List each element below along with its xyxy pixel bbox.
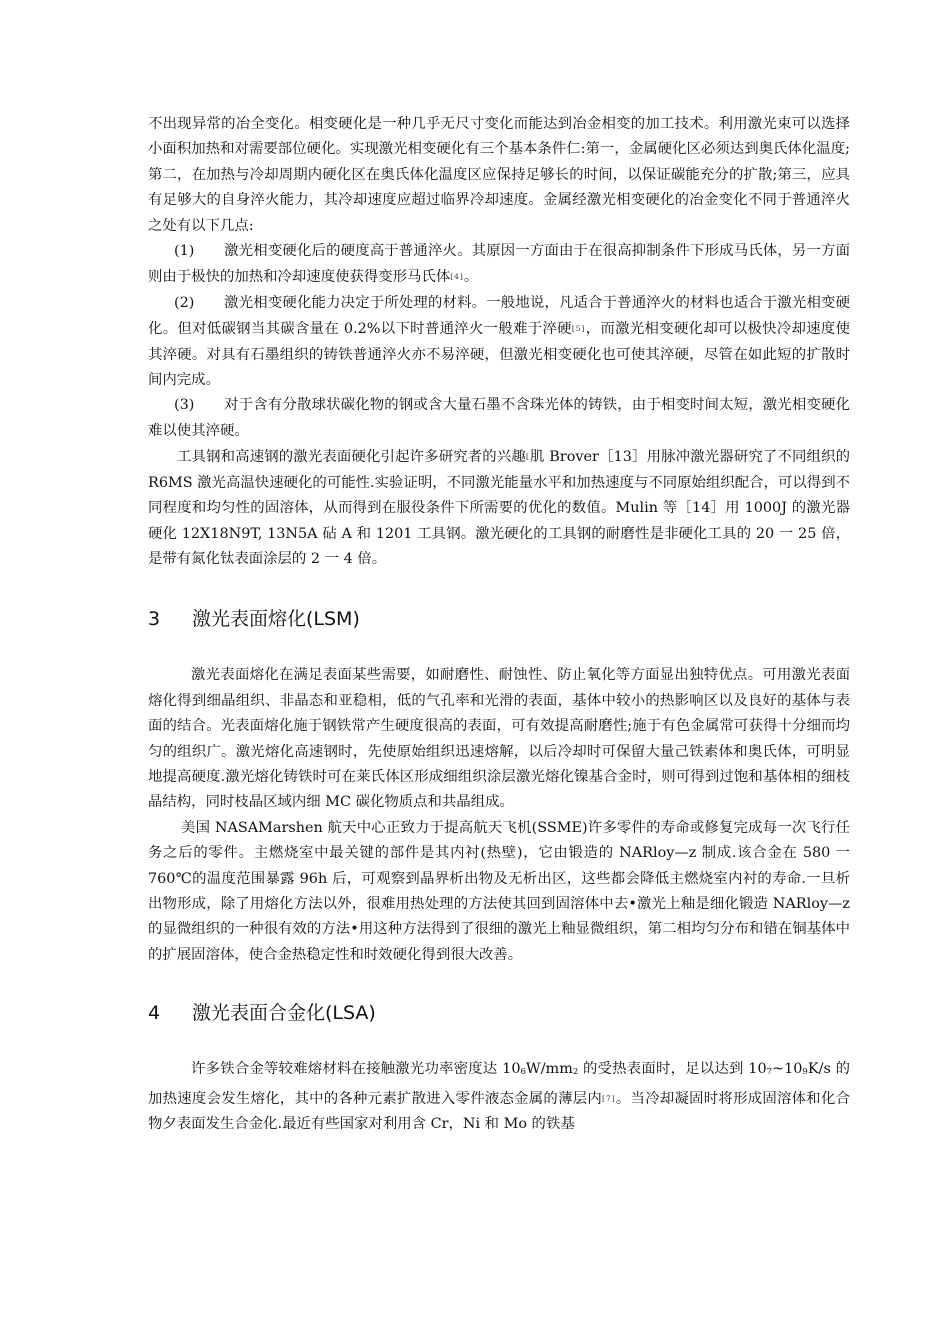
paragraph-text: ~10 [772, 1061, 803, 1078]
superscript: 2 [572, 1067, 579, 1078]
section-heading-4 [148, 1000, 850, 1026]
list-item-tail: ，而激光相变硬化却可以极快冷却速度使其淬硬。对具有石墨组织的铸铁普通淬火亦不易淬硬，但激光相变硬化也可使其淬硬，尽管在如此短的扩散时间内完成。 [148, 321, 850, 389]
superscript: 9 [802, 1067, 808, 1078]
document-page [148, 112, 850, 1137]
citation: [ [525, 452, 530, 462]
paragraph-text: 许多铁合金等较难熔材料在接触激光功率密度达 10 [191, 1061, 521, 1078]
superscript: 7 [766, 1067, 773, 1078]
section-title: 激光表面熔化(LSM) [192, 608, 360, 631]
tool-steel-paragraph [148, 444, 850, 572]
list-number: (1) [174, 243, 195, 260]
list-item-text: 对于含有分散球状碳化物的钢或含大量石墨不含珠光体的铸铁，由于相变时间太短，激光相变硬化难以使其淬硬。 [148, 397, 850, 439]
lsm-paragraph-2: 美国 NASAMarshen 航天中心正致力于提高航天飞机(SSME)许多零件的寿命或修复完成每一次飞行任务之后的零件。主燃烧室中最关键的部件是其内衬(热壁)，它由锻造的 NARloy—z 制成.该合金在 580 一 760℃的温度范围暴露 96h 后，可观察到晶界析出物及无析出区，这些都会降低主燃烧室内衬的寿命.一旦析出物形成，除了用熔化方法以外，很难用热处理的方法使其回到固溶体中去•激光上釉是细化锻造 NARloy—z 的显微组织的一种很有效的方法•用这种方法得到了很细的激光上釉显微组织，第二相均匀分布和错在铜基体中的扩展固溶体，使合金热稳定性和时效硬化得到很大改善。 [148, 819, 850, 963]
list-item-text: 激光相变硬化后的硬度高于普通淬火。其原因一方面由于在很高抑制条件下形成马氏体，另一方面则由于极快的加热和冷却速度使获得变形马氏体 [148, 243, 850, 286]
paragraph-text: 工具钢和高速钢的激光表面硬化引起许多研究者的兴趣 [177, 449, 526, 466]
paragraph-text: 肌 Brover［13］用脉冲激光器研究了不同组织的 R6MS 激光高温快速硬化的可能性.实验证明，不同激光能量水平和加热速度与不同原始组织配合，可以得到不同程度和均匀性的固溶体，从而得到在服役条件下所需要的优化的数值。Mulin 等［14］用 1000J 的激光器硬化 12X18N9T, 13N5A 砧 A 和 1201 工具钢。激光硬化的工具钢的耐磨性是非硬化工具的 20 一 25 倍，是带有氮化钛表面涂层的 2 一 4 倍。 [148, 449, 851, 567]
section-title: 激光表面合金化(LSA) [192, 1002, 376, 1025]
citation: [5] [571, 324, 586, 334]
list-item-2 [148, 291, 850, 394]
lsm-paragraph-1: 激光表面熔化在满足表面某些需要，如耐磨性、耐蚀性、防止氧化等方面显出独特优点。可用激光表面熔化得到细晶组织、非晶态和亚稳相，低的气孔率和光滑的表面，基体中较小的热影响区以及良好的基体与表面的结合。光表面熔化施于钢铁常产生硬度很高的表面，可有效提高耐磨性;施于有色金属常可获得十分细而均匀的组织广。激光熔化高速钢时，先使原始组织迅速熔解，以后冷却时可保留大量己铁素体和奥氏体，可明显地提高硬度.激光熔化铸铁时可在莱氏体区形成细组织涂层激光熔化镍基合金时，则可得到过饱和基体相的细枝晶结构，同时枝晶区域内细 MC 碳化物质点和共晶组成。 [148, 667, 850, 811]
citation: [4] [450, 272, 464, 282]
lsa-paragraph [148, 1057, 850, 1137]
list-item-tail: 。 [463, 269, 479, 286]
paragraph-text: 。当冷却凝固时将形成固溶体和化合物夕表面发生合金化.最近有些国家对利用含 Cr，Ni 和 Mo 的铁基 [148, 1090, 850, 1132]
intro-paragraph: 不出现异常的冶全变化。相变硬化是一种几乎无尺寸变化而能达到冶金相变的加工技术。利用激光束可以选择小面积加热和对需要部位硬化。实现激光相变硬化有三个基本条件仁:第一，金属硬化区必须达到奥氏体化温度;第二，在加热与冷却周期内硬化区在奥氏体化温度区应保持足够长的时间，以保证碳能充分的扩散;第三，应具有足够大的自身淬火能力，其冷却速度应超过临界冷却速度。金属经激光相变硬化的冶金变化不同于普通淬火之处有以下几点: [148, 116, 850, 234]
section-heading-3 [148, 606, 850, 632]
superscript: 6 [520, 1067, 526, 1078]
list-item-text: 激光相变硬化能力决定于所处理的材料。一般地说，凡适合于普通淬火的材料也适合于激光相变硬化。但对低碳钢当其碳含量在 0.2%以下时普通淬火一般难于淬硬 [148, 294, 850, 338]
list-item-3 [148, 393, 850, 444]
paragraph-text: K/s 的加热速度会发生熔化，其中的各种元素扩散进入零件液态金属的薄层内 [148, 1061, 850, 1107]
section-number: 3 [148, 608, 161, 631]
paragraph-text: W/mm [525, 1061, 573, 1078]
citation: [7] [602, 1093, 616, 1103]
section-number: 4 [148, 1002, 161, 1025]
list-item-1 [148, 239, 850, 291]
list-number: (2) [174, 294, 195, 311]
paragraph-text: 的受热表面时，足以达到 10 [578, 1061, 767, 1078]
list-number: (3) [174, 397, 195, 414]
